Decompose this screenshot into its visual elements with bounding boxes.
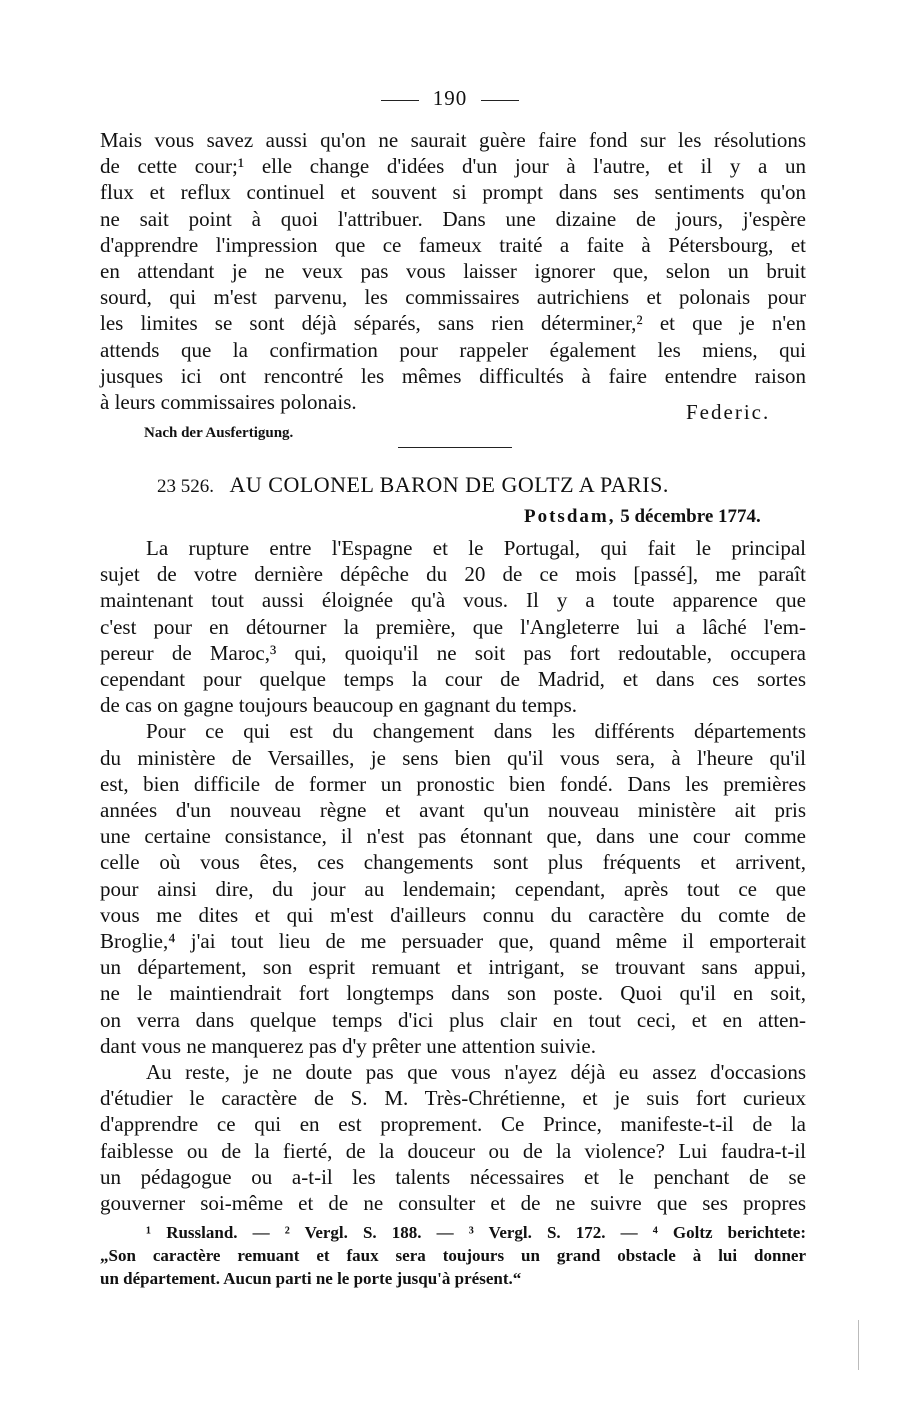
text-line: une certaine consistance, il n'est pas étonnant que, dans une cour comme bbox=[100, 824, 806, 849]
header-dash-right bbox=[481, 100, 519, 101]
text-line: attends que la confirmation pour rappeler également les miens, qui bbox=[100, 337, 806, 362]
text-line: à leurs commissaires polonais. bbox=[100, 390, 357, 414]
text-line: pour ainsi dire, du jour au lendemain; cependant, après tout ce que bbox=[100, 876, 806, 901]
text-line: ne sait point à quoi l'attribuer. Dans une dizaine de jours, j'espère bbox=[100, 206, 806, 231]
section-divider bbox=[398, 447, 512, 448]
text-line: un pédagogue ou a-t-il les talents nécessaires et le penchant de se bbox=[100, 1164, 806, 1189]
dateline-place: Potsdam, bbox=[524, 506, 616, 527]
text-line: celle où vous êtes, ces changements sont plus fréquents et arrivent, bbox=[100, 850, 806, 875]
text-line: ne le maintiendrait fort longtemps dans son poste. Quoi qu'il en soit, bbox=[100, 981, 806, 1006]
page-number: 190 bbox=[432, 86, 468, 110]
text-line: années d'un nouveau règne et avant qu'un nouveau ministère ait pris bbox=[100, 798, 806, 822]
source-note: Nach der Ausfertigung. bbox=[144, 425, 294, 441]
text-line: faiblesse ou de la fierté, de la douceur ou de la violence? Lui faudra-t-il bbox=[100, 1138, 806, 1163]
dateline-date: 5 décembre 1774. bbox=[620, 506, 761, 527]
text-line: c'est pour en détourner la première, que l'Angleterre lui a lâché l'em- bbox=[100, 614, 806, 639]
text-line: Broglie,⁴ j'ai tout lieu de me persuader que, quand même il emporterait bbox=[100, 929, 806, 953]
letter-number: 23 526. bbox=[157, 476, 214, 497]
signature: Federic. bbox=[686, 400, 771, 424]
text-line: on verra dans quelque temps d'ici plus clair en tout ceci, et en atten- bbox=[100, 1007, 806, 1032]
text-line: La rupture entre l'Espagne et le Portugal, qui fait le principal bbox=[146, 536, 806, 560]
header-dash-left bbox=[381, 100, 419, 101]
page-header bbox=[0, 86, 900, 111]
text-line: du ministère de Versailles, je sens bien qu'il vous sera, à l'heure qu'il bbox=[100, 745, 806, 770]
text-line: d'apprendre l'impression que ce fameux traité a faite à Pétersbourg, et bbox=[100, 232, 806, 257]
text-line: Mais vous savez aussi qu'on ne saurait guère faire fond sur les résolutions bbox=[100, 128, 806, 152]
text-line: en attendant je ne veux pas vous laisser ignorer que, selon un bruit bbox=[100, 259, 806, 283]
dateline bbox=[524, 506, 761, 528]
text-line: cependant pour quelque temps la cour de Madrid, et dans ces sortes bbox=[100, 667, 806, 691]
text-line: flux et reflux continuel et souvent si prompt dans ses sentiments qu'on bbox=[100, 180, 806, 205]
text-line: vous me dites et qui m'est d'ailleurs connu du caractère du comte de bbox=[100, 902, 806, 927]
text-line: gouverner soi-même et de ne consulter et de ne suivre que ses propres bbox=[100, 1191, 806, 1215]
letter-heading bbox=[157, 472, 669, 498]
scan-edge-mark bbox=[858, 1320, 859, 1370]
text-line: de cette cour;¹ elle change d'idées d'un jour à l'autre, et il y a un bbox=[100, 154, 806, 179]
text-line: sujet de votre dernière dépêche du 20 de ce mois [passé], me paraît bbox=[100, 562, 806, 587]
letter-title: AU COLONEL BARON DE GOLTZ A PARIS. bbox=[229, 472, 669, 497]
text-line: Au reste, je ne doute pas que vous n'ayez déjà eu assez d'occasions bbox=[146, 1060, 806, 1084]
text-line: d'apprendre ce qui en est proprement. Ce Prince, manifeste-t-il de la bbox=[100, 1112, 806, 1137]
text-line: de cas on gagne toujours beaucoup en gagnant du temps. bbox=[100, 693, 578, 718]
text-line: maintenant tout aussi éloignée qu'à vous. Il y a toute apparence que bbox=[100, 588, 806, 613]
text-line: Pour ce qui est du changement dans les différents départements bbox=[146, 719, 806, 744]
text-line: dant vous ne manquerez pas d'y prêter une attention suivie. bbox=[100, 1033, 596, 1058]
text-line: sourd, qui m'est parvenu, les commissaires autrichiens et polonais pour bbox=[100, 285, 806, 310]
footnote-line: un département. Aucun parti ne le porte jusqu'à présent.“ bbox=[100, 1269, 522, 1288]
text-line: un département, son esprit remuant et intrigant, se trouvant sans appui, bbox=[100, 955, 806, 980]
text-line: jusques ici ont rencontré les mêmes difficultés à faire entendre raison bbox=[100, 363, 806, 388]
text-line: est, bien difficile de former un pronostic bien fondé. Dans les premières bbox=[100, 771, 806, 796]
footnote-line: ¹ Russland. — ² Vergl. S. 188. — ³ Vergl. S. 172. — ⁴ Goltz berichtete: bbox=[146, 1223, 806, 1242]
text-line: pereur de Maroc,³ qui, quoiqu'il ne soit pas fort redoutable, occupera bbox=[100, 640, 806, 665]
text-line: les limites se sont déjà séparés, sans rien déterminer,² et que je n'en bbox=[100, 311, 806, 336]
footnote-line: „Son caractère remuant et faux sera toujours un grand obstacle à lui donner bbox=[100, 1246, 806, 1265]
text-line: d'étudier le caractère de S. M. Très-Chrétienne, et je suis fort curieux bbox=[100, 1086, 806, 1111]
